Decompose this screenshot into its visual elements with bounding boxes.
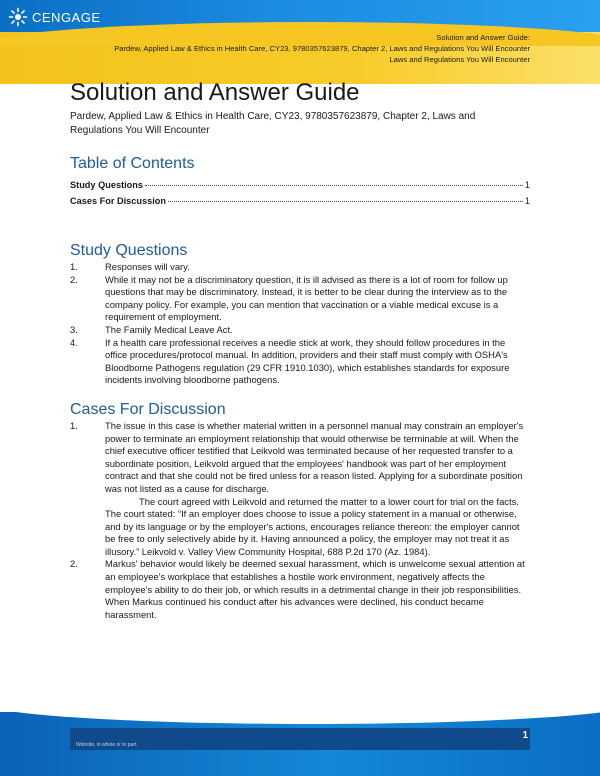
running-header-line2: Pardew, Applied Law & Ethics in Health Care, CY23, 9780357623879, Chapter 2, Laws and Regulations You Will Encounter: [114, 44, 530, 53]
item-text: Responses will vary.: [105, 261, 190, 272]
toc-entry-page: 1: [524, 196, 530, 206]
toc-entry-cases[interactable]: [70, 196, 530, 206]
list-item: [70, 558, 530, 621]
running-header-line3: Laws and Regulations You Will Encounter: [389, 55, 530, 64]
list-item: [70, 274, 530, 324]
footer-band: [0, 712, 600, 776]
item-number: 1.: [70, 419, 78, 431]
item-number: 4.: [70, 336, 78, 348]
page-number: 1: [522, 730, 528, 741]
running-header-line1: Solution and Answer Guide:: [436, 33, 530, 42]
item-number: 3.: [70, 323, 78, 335]
item-text: If a health care professional receives a needle stick at work, they should follow procedures in the office procedures/protocol manual. In addition, providers and their staff must comply with OSHA's Bloodborne Pathogens regulation (29 CFR 1910.1030), which establishes standards for exposure incidents involving bloodborne pathogens.: [105, 336, 510, 386]
toc-leader-dots: [145, 185, 523, 186]
page-title: Solution and Answer Guide: [70, 79, 360, 106]
list-item: [70, 261, 530, 274]
list-item: [70, 420, 530, 559]
header-band: [0, 0, 600, 84]
item-text: The Family Medical Leave Act.: [105, 323, 233, 335]
item-text-continued: The court agreed with Leikvold and returned the matter to a lower court for trial on the facts. The court stated: “If an employer does choose to issue a policy statement in a manual or otherwise, and by its language or by the employer's actions, encourages reliance thereon: the employer cannot be free to only selectively abide by it. Having announced a policy, the employer may not treat it as illusory.” Leikvold v. Valley View Community Hospital, 688 P.2d 170 (Az. 1984).: [105, 495, 520, 557]
footer-fine-print: Website, in whole or in part.: [76, 742, 138, 748]
item-text: Markus' behavior would likely be deemed sexual harassment, which is unwelcome sexual attention at an employee's workplace that establishes a hostile work environment, negatively affects the employee's ability to do their job, or which results in a detrimental change in their job responsibilities. When Markus continued his conduct after his advances were declined, his conduct became harassment.: [105, 558, 525, 620]
item-text: The issue in this case is whether material written in a personnel manual may constrain an employer's power to terminate an employment relationship that would otherwise be terminable at will. When the chief executive officer testified that Leikvold was terminated because of her requested transfer to a subordinate position, Leikvold argued that the employees' handbook was part of her employment contract and that she could not be fired unless for a reason listed. Applying for a subordinate position was not listed as a cause for discharge.: [105, 419, 524, 494]
item-number: 2.: [70, 273, 78, 285]
item-text: While it may not be a discriminatory question, it is ill advised as there is a lot of room for follow up questions that may be discriminatory. Instead, it is better to be clear during the interview as to the company policy. For example, you can mention that vaccination or a viable medical excuse is a requirement of employment.: [105, 273, 508, 323]
document-body: [70, 78, 530, 621]
toc-entry-label: Cases For Discussion: [70, 196, 166, 206]
page-subtitle: Pardew, Applied Law & Ethics in Health Care, CY23, 9780357623879, Chapter 2, Laws and Regulations You Will Encounter: [70, 111, 476, 136]
toc-leader-dots: [168, 201, 523, 202]
list-item: [70, 324, 530, 337]
item-number: 1.: [70, 261, 78, 272]
running-header: [114, 32, 530, 65]
footer-bar: [70, 728, 530, 750]
cengage-sun-icon: [8, 7, 28, 27]
logo-text: CENGAGE: [32, 9, 101, 25]
toc-entry-label: Study Questions: [70, 180, 143, 190]
toc-heading: Table of Contents: [70, 155, 195, 172]
study-questions-list: [70, 261, 530, 387]
cengage-logo: [8, 7, 101, 27]
cases-list: [70, 420, 530, 622]
list-item: [70, 337, 530, 387]
toc-entry-study-questions[interactable]: [70, 180, 530, 190]
cases-heading: Cases For Discussion: [70, 400, 226, 418]
footer-wave: [0, 702, 600, 724]
study-questions-heading: Study Questions: [70, 242, 188, 259]
toc-entry-page: 1: [524, 180, 530, 190]
item-number: 2.: [70, 558, 78, 570]
